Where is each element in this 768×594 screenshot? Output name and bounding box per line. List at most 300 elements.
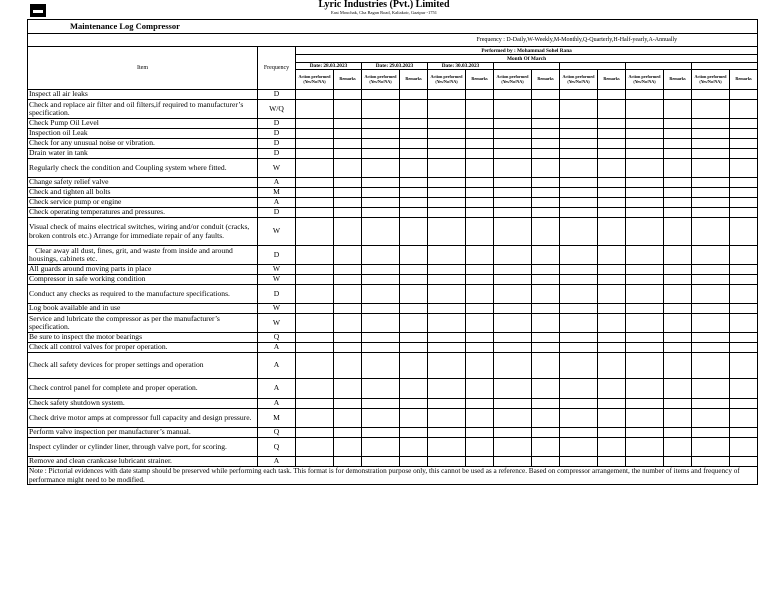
action-cell[interactable] bbox=[692, 304, 730, 314]
action-cell[interactable] bbox=[428, 457, 466, 467]
action-cell[interactable] bbox=[626, 379, 664, 399]
action-cell[interactable] bbox=[296, 304, 334, 314]
remarks-cell[interactable] bbox=[400, 218, 428, 246]
action-cell[interactable] bbox=[626, 399, 664, 409]
remarks-cell[interactable] bbox=[334, 409, 362, 428]
remarks-cell[interactable] bbox=[730, 409, 758, 428]
remarks-cell[interactable] bbox=[334, 314, 362, 333]
action-cell[interactable] bbox=[362, 304, 400, 314]
action-cell[interactable] bbox=[560, 333, 598, 343]
remarks-cell[interactable] bbox=[334, 275, 362, 285]
action-cell[interactable] bbox=[560, 343, 598, 353]
remarks-cell[interactable] bbox=[664, 139, 692, 149]
action-cell[interactable] bbox=[362, 119, 400, 129]
action-cell[interactable] bbox=[692, 198, 730, 208]
remarks-cell[interactable] bbox=[334, 178, 362, 188]
action-cell[interactable] bbox=[362, 246, 400, 265]
action-cell[interactable] bbox=[428, 333, 466, 343]
remarks-cell[interactable] bbox=[664, 265, 692, 275]
remarks-cell[interactable] bbox=[532, 438, 560, 457]
remarks-cell[interactable] bbox=[598, 208, 626, 218]
action-cell[interactable] bbox=[428, 265, 466, 275]
action-cell[interactable] bbox=[362, 438, 400, 457]
remarks-cell[interactable] bbox=[532, 343, 560, 353]
remarks-cell[interactable] bbox=[532, 100, 560, 119]
action-cell[interactable] bbox=[692, 379, 730, 399]
remarks-cell[interactable] bbox=[400, 178, 428, 188]
action-cell[interactable] bbox=[428, 208, 466, 218]
action-cell[interactable] bbox=[362, 139, 400, 149]
remarks-cell[interactable] bbox=[598, 139, 626, 149]
remarks-cell[interactable] bbox=[532, 379, 560, 399]
remarks-cell[interactable] bbox=[400, 304, 428, 314]
remarks-cell[interactable] bbox=[334, 438, 362, 457]
remarks-cell[interactable] bbox=[334, 198, 362, 208]
remarks-cell[interactable] bbox=[466, 399, 494, 409]
remarks-cell[interactable] bbox=[400, 438, 428, 457]
remarks-cell[interactable] bbox=[532, 428, 560, 438]
action-cell[interactable] bbox=[296, 178, 334, 188]
action-cell[interactable] bbox=[560, 246, 598, 265]
remarks-cell[interactable] bbox=[730, 275, 758, 285]
action-cell[interactable] bbox=[494, 275, 532, 285]
action-cell[interactable] bbox=[428, 198, 466, 208]
remarks-cell[interactable] bbox=[730, 438, 758, 457]
action-cell[interactable] bbox=[296, 285, 334, 304]
remarks-cell[interactable] bbox=[730, 100, 758, 119]
remarks-cell[interactable] bbox=[730, 178, 758, 188]
remarks-cell[interactable] bbox=[334, 333, 362, 343]
remarks-cell[interactable] bbox=[400, 285, 428, 304]
action-cell[interactable] bbox=[692, 343, 730, 353]
action-cell[interactable] bbox=[362, 379, 400, 399]
action-cell[interactable] bbox=[626, 314, 664, 333]
action-cell[interactable] bbox=[428, 100, 466, 119]
action-cell[interactable] bbox=[362, 353, 400, 379]
remarks-cell[interactable] bbox=[334, 119, 362, 129]
action-cell[interactable] bbox=[428, 149, 466, 159]
action-cell[interactable] bbox=[362, 275, 400, 285]
action-cell[interactable] bbox=[560, 438, 598, 457]
action-cell[interactable] bbox=[692, 265, 730, 275]
action-cell[interactable] bbox=[560, 285, 598, 304]
remarks-cell[interactable] bbox=[664, 208, 692, 218]
remarks-cell[interactable] bbox=[334, 149, 362, 159]
remarks-cell[interactable] bbox=[334, 428, 362, 438]
action-cell[interactable] bbox=[692, 457, 730, 467]
remarks-cell[interactable] bbox=[466, 90, 494, 100]
remarks-cell[interactable] bbox=[532, 198, 560, 208]
action-cell[interactable] bbox=[296, 265, 334, 275]
remarks-cell[interactable] bbox=[664, 119, 692, 129]
remarks-cell[interactable] bbox=[466, 409, 494, 428]
action-cell[interactable] bbox=[692, 188, 730, 198]
remarks-cell[interactable] bbox=[598, 149, 626, 159]
remarks-cell[interactable] bbox=[334, 285, 362, 304]
remarks-cell[interactable] bbox=[334, 159, 362, 178]
remarks-cell[interactable] bbox=[664, 246, 692, 265]
action-cell[interactable] bbox=[362, 129, 400, 139]
remarks-cell[interactable] bbox=[598, 198, 626, 208]
action-cell[interactable] bbox=[428, 178, 466, 188]
remarks-cell[interactable] bbox=[532, 139, 560, 149]
remarks-cell[interactable] bbox=[400, 119, 428, 129]
remarks-cell[interactable] bbox=[664, 353, 692, 379]
remarks-cell[interactable] bbox=[598, 333, 626, 343]
remarks-cell[interactable] bbox=[598, 246, 626, 265]
action-cell[interactable] bbox=[362, 265, 400, 275]
remarks-cell[interactable] bbox=[334, 208, 362, 218]
action-cell[interactable] bbox=[494, 129, 532, 139]
remarks-cell[interactable] bbox=[400, 129, 428, 139]
action-cell[interactable] bbox=[494, 343, 532, 353]
remarks-cell[interactable] bbox=[664, 343, 692, 353]
action-cell[interactable] bbox=[362, 343, 400, 353]
action-cell[interactable] bbox=[362, 159, 400, 178]
remarks-cell[interactable] bbox=[664, 285, 692, 304]
remarks-cell[interactable] bbox=[664, 314, 692, 333]
remarks-cell[interactable] bbox=[532, 275, 560, 285]
remarks-cell[interactable] bbox=[466, 343, 494, 353]
remarks-cell[interactable] bbox=[400, 149, 428, 159]
action-cell[interactable] bbox=[494, 246, 532, 265]
action-cell[interactable] bbox=[626, 159, 664, 178]
remarks-cell[interactable] bbox=[532, 178, 560, 188]
remarks-cell[interactable] bbox=[400, 198, 428, 208]
action-cell[interactable] bbox=[560, 314, 598, 333]
action-cell[interactable] bbox=[362, 100, 400, 119]
remarks-cell[interactable] bbox=[532, 119, 560, 129]
remarks-cell[interactable] bbox=[400, 353, 428, 379]
action-cell[interactable] bbox=[626, 198, 664, 208]
remarks-cell[interactable] bbox=[466, 198, 494, 208]
remarks-cell[interactable] bbox=[664, 438, 692, 457]
action-cell[interactable] bbox=[428, 314, 466, 333]
action-cell[interactable] bbox=[428, 188, 466, 198]
remarks-cell[interactable] bbox=[532, 208, 560, 218]
remarks-cell[interactable] bbox=[466, 438, 494, 457]
action-cell[interactable] bbox=[494, 399, 532, 409]
action-cell[interactable] bbox=[626, 208, 664, 218]
action-cell[interactable] bbox=[626, 343, 664, 353]
remarks-cell[interactable] bbox=[532, 265, 560, 275]
remarks-cell[interactable] bbox=[400, 100, 428, 119]
action-cell[interactable] bbox=[296, 246, 334, 265]
action-cell[interactable] bbox=[692, 139, 730, 149]
action-cell[interactable] bbox=[428, 304, 466, 314]
remarks-cell[interactable] bbox=[730, 304, 758, 314]
action-cell[interactable] bbox=[560, 428, 598, 438]
action-cell[interactable] bbox=[494, 265, 532, 275]
remarks-cell[interactable] bbox=[664, 188, 692, 198]
remarks-cell[interactable] bbox=[598, 409, 626, 428]
action-cell[interactable] bbox=[692, 409, 730, 428]
remarks-cell[interactable] bbox=[730, 333, 758, 343]
remarks-cell[interactable] bbox=[598, 90, 626, 100]
remarks-cell[interactable] bbox=[466, 159, 494, 178]
remarks-cell[interactable] bbox=[598, 353, 626, 379]
action-cell[interactable] bbox=[626, 149, 664, 159]
action-cell[interactable] bbox=[494, 409, 532, 428]
remarks-cell[interactable] bbox=[334, 188, 362, 198]
action-cell[interactable] bbox=[296, 275, 334, 285]
action-cell[interactable] bbox=[296, 379, 334, 399]
action-cell[interactable] bbox=[626, 129, 664, 139]
action-cell[interactable] bbox=[362, 208, 400, 218]
remarks-cell[interactable] bbox=[598, 314, 626, 333]
remarks-cell[interactable] bbox=[466, 304, 494, 314]
action-cell[interactable] bbox=[296, 208, 334, 218]
remarks-cell[interactable] bbox=[598, 285, 626, 304]
remarks-cell[interactable] bbox=[334, 343, 362, 353]
remarks-cell[interactable] bbox=[598, 428, 626, 438]
action-cell[interactable] bbox=[428, 438, 466, 457]
action-cell[interactable] bbox=[296, 428, 334, 438]
action-cell[interactable] bbox=[362, 428, 400, 438]
remarks-cell[interactable] bbox=[532, 90, 560, 100]
action-cell[interactable] bbox=[296, 119, 334, 129]
action-cell[interactable] bbox=[692, 149, 730, 159]
remarks-cell[interactable] bbox=[532, 409, 560, 428]
remarks-cell[interactable] bbox=[730, 188, 758, 198]
remarks-cell[interactable] bbox=[664, 129, 692, 139]
action-cell[interactable] bbox=[692, 333, 730, 343]
remarks-cell[interactable] bbox=[532, 353, 560, 379]
action-cell[interactable] bbox=[560, 304, 598, 314]
remarks-cell[interactable] bbox=[598, 399, 626, 409]
remarks-cell[interactable] bbox=[664, 409, 692, 428]
action-cell[interactable] bbox=[296, 90, 334, 100]
action-cell[interactable] bbox=[560, 208, 598, 218]
remarks-cell[interactable] bbox=[730, 246, 758, 265]
remarks-cell[interactable] bbox=[400, 457, 428, 467]
remarks-cell[interactable] bbox=[334, 399, 362, 409]
action-cell[interactable] bbox=[428, 246, 466, 265]
remarks-cell[interactable] bbox=[532, 188, 560, 198]
remarks-cell[interactable] bbox=[664, 90, 692, 100]
remarks-cell[interactable] bbox=[466, 265, 494, 275]
remarks-cell[interactable] bbox=[334, 218, 362, 246]
remarks-cell[interactable] bbox=[334, 265, 362, 275]
remarks-cell[interactable] bbox=[598, 178, 626, 188]
action-cell[interactable] bbox=[428, 285, 466, 304]
action-cell[interactable] bbox=[494, 149, 532, 159]
remarks-cell[interactable] bbox=[532, 159, 560, 178]
action-cell[interactable] bbox=[692, 285, 730, 304]
remarks-cell[interactable] bbox=[664, 379, 692, 399]
action-cell[interactable] bbox=[494, 333, 532, 343]
remarks-cell[interactable] bbox=[400, 314, 428, 333]
action-cell[interactable] bbox=[626, 100, 664, 119]
remarks-cell[interactable] bbox=[664, 399, 692, 409]
action-cell[interactable] bbox=[296, 353, 334, 379]
action-cell[interactable] bbox=[692, 90, 730, 100]
remarks-cell[interactable] bbox=[466, 285, 494, 304]
action-cell[interactable] bbox=[362, 409, 400, 428]
remarks-cell[interactable] bbox=[730, 218, 758, 246]
action-cell[interactable] bbox=[560, 198, 598, 208]
action-cell[interactable] bbox=[692, 428, 730, 438]
remarks-cell[interactable] bbox=[730, 379, 758, 399]
remarks-cell[interactable] bbox=[598, 457, 626, 467]
action-cell[interactable] bbox=[362, 218, 400, 246]
action-cell[interactable] bbox=[494, 198, 532, 208]
action-cell[interactable] bbox=[560, 129, 598, 139]
action-cell[interactable] bbox=[692, 275, 730, 285]
action-cell[interactable] bbox=[692, 353, 730, 379]
action-cell[interactable] bbox=[626, 353, 664, 379]
action-cell[interactable] bbox=[428, 428, 466, 438]
action-cell[interactable] bbox=[362, 285, 400, 304]
remarks-cell[interactable] bbox=[400, 343, 428, 353]
remarks-cell[interactable] bbox=[400, 246, 428, 265]
action-cell[interactable] bbox=[428, 129, 466, 139]
remarks-cell[interactable] bbox=[466, 457, 494, 467]
action-cell[interactable] bbox=[626, 188, 664, 198]
action-cell[interactable] bbox=[692, 246, 730, 265]
remarks-cell[interactable] bbox=[730, 129, 758, 139]
action-cell[interactable] bbox=[560, 409, 598, 428]
remarks-cell[interactable] bbox=[532, 285, 560, 304]
remarks-cell[interactable] bbox=[532, 246, 560, 265]
remarks-cell[interactable] bbox=[664, 149, 692, 159]
remarks-cell[interactable] bbox=[730, 198, 758, 208]
remarks-cell[interactable] bbox=[664, 159, 692, 178]
action-cell[interactable] bbox=[560, 379, 598, 399]
action-cell[interactable] bbox=[560, 265, 598, 275]
action-cell[interactable] bbox=[494, 304, 532, 314]
action-cell[interactable] bbox=[560, 218, 598, 246]
action-cell[interactable] bbox=[296, 314, 334, 333]
remarks-cell[interactable] bbox=[664, 428, 692, 438]
action-cell[interactable] bbox=[560, 159, 598, 178]
action-cell[interactable] bbox=[494, 314, 532, 333]
remarks-cell[interactable] bbox=[334, 100, 362, 119]
action-cell[interactable] bbox=[428, 399, 466, 409]
action-cell[interactable] bbox=[626, 178, 664, 188]
action-cell[interactable] bbox=[296, 100, 334, 119]
action-cell[interactable] bbox=[494, 188, 532, 198]
action-cell[interactable] bbox=[692, 399, 730, 409]
remarks-cell[interactable] bbox=[730, 90, 758, 100]
action-cell[interactable] bbox=[494, 119, 532, 129]
action-cell[interactable] bbox=[296, 149, 334, 159]
remarks-cell[interactable] bbox=[730, 208, 758, 218]
remarks-cell[interactable] bbox=[730, 343, 758, 353]
remarks-cell[interactable] bbox=[598, 438, 626, 457]
remarks-cell[interactable] bbox=[400, 399, 428, 409]
remarks-cell[interactable] bbox=[664, 275, 692, 285]
action-cell[interactable] bbox=[560, 457, 598, 467]
remarks-cell[interactable] bbox=[532, 333, 560, 343]
action-cell[interactable] bbox=[494, 353, 532, 379]
action-cell[interactable] bbox=[362, 314, 400, 333]
remarks-cell[interactable] bbox=[400, 90, 428, 100]
action-cell[interactable] bbox=[626, 457, 664, 467]
action-cell[interactable] bbox=[692, 218, 730, 246]
remarks-cell[interactable] bbox=[466, 428, 494, 438]
action-cell[interactable] bbox=[560, 119, 598, 129]
remarks-cell[interactable] bbox=[598, 304, 626, 314]
remarks-cell[interactable] bbox=[664, 304, 692, 314]
action-cell[interactable] bbox=[692, 159, 730, 178]
action-cell[interactable] bbox=[626, 304, 664, 314]
action-cell[interactable] bbox=[494, 100, 532, 119]
remarks-cell[interactable] bbox=[730, 314, 758, 333]
remarks-cell[interactable] bbox=[400, 428, 428, 438]
remarks-cell[interactable] bbox=[532, 129, 560, 139]
action-cell[interactable] bbox=[626, 265, 664, 275]
remarks-cell[interactable] bbox=[466, 218, 494, 246]
action-cell[interactable] bbox=[692, 438, 730, 457]
remarks-cell[interactable] bbox=[466, 314, 494, 333]
action-cell[interactable] bbox=[626, 218, 664, 246]
action-cell[interactable] bbox=[296, 198, 334, 208]
action-cell[interactable] bbox=[296, 218, 334, 246]
action-cell[interactable] bbox=[494, 208, 532, 218]
action-cell[interactable] bbox=[362, 399, 400, 409]
action-cell[interactable] bbox=[428, 218, 466, 246]
remarks-cell[interactable] bbox=[400, 379, 428, 399]
action-cell[interactable] bbox=[626, 119, 664, 129]
remarks-cell[interactable] bbox=[400, 208, 428, 218]
action-cell[interactable] bbox=[362, 178, 400, 188]
remarks-cell[interactable] bbox=[664, 198, 692, 208]
action-cell[interactable] bbox=[626, 275, 664, 285]
action-cell[interactable] bbox=[626, 333, 664, 343]
remarks-cell[interactable] bbox=[334, 90, 362, 100]
remarks-cell[interactable] bbox=[466, 119, 494, 129]
remarks-cell[interactable] bbox=[532, 399, 560, 409]
remarks-cell[interactable] bbox=[466, 379, 494, 399]
action-cell[interactable] bbox=[362, 198, 400, 208]
action-cell[interactable] bbox=[296, 159, 334, 178]
action-cell[interactable] bbox=[692, 178, 730, 188]
action-cell[interactable] bbox=[296, 188, 334, 198]
action-cell[interactable] bbox=[560, 90, 598, 100]
remarks-cell[interactable] bbox=[598, 218, 626, 246]
remarks-cell[interactable] bbox=[466, 178, 494, 188]
remarks-cell[interactable] bbox=[400, 333, 428, 343]
remarks-cell[interactable] bbox=[400, 275, 428, 285]
remarks-cell[interactable] bbox=[400, 159, 428, 178]
remarks-cell[interactable] bbox=[664, 218, 692, 246]
remarks-cell[interactable] bbox=[334, 379, 362, 399]
action-cell[interactable] bbox=[362, 188, 400, 198]
action-cell[interactable] bbox=[560, 275, 598, 285]
remarks-cell[interactable] bbox=[532, 218, 560, 246]
remarks-cell[interactable] bbox=[598, 188, 626, 198]
remarks-cell[interactable] bbox=[730, 119, 758, 129]
action-cell[interactable] bbox=[626, 285, 664, 304]
action-cell[interactable] bbox=[428, 90, 466, 100]
action-cell[interactable] bbox=[560, 149, 598, 159]
action-cell[interactable] bbox=[494, 457, 532, 467]
remarks-cell[interactable] bbox=[730, 457, 758, 467]
action-cell[interactable] bbox=[692, 314, 730, 333]
action-cell[interactable] bbox=[428, 139, 466, 149]
remarks-cell[interactable] bbox=[334, 304, 362, 314]
remarks-cell[interactable] bbox=[598, 159, 626, 178]
remarks-cell[interactable] bbox=[400, 265, 428, 275]
remarks-cell[interactable] bbox=[664, 178, 692, 188]
action-cell[interactable] bbox=[494, 90, 532, 100]
remarks-cell[interactable] bbox=[334, 353, 362, 379]
remarks-cell[interactable] bbox=[598, 343, 626, 353]
remarks-cell[interactable] bbox=[598, 119, 626, 129]
action-cell[interactable] bbox=[296, 139, 334, 149]
action-cell[interactable] bbox=[494, 218, 532, 246]
